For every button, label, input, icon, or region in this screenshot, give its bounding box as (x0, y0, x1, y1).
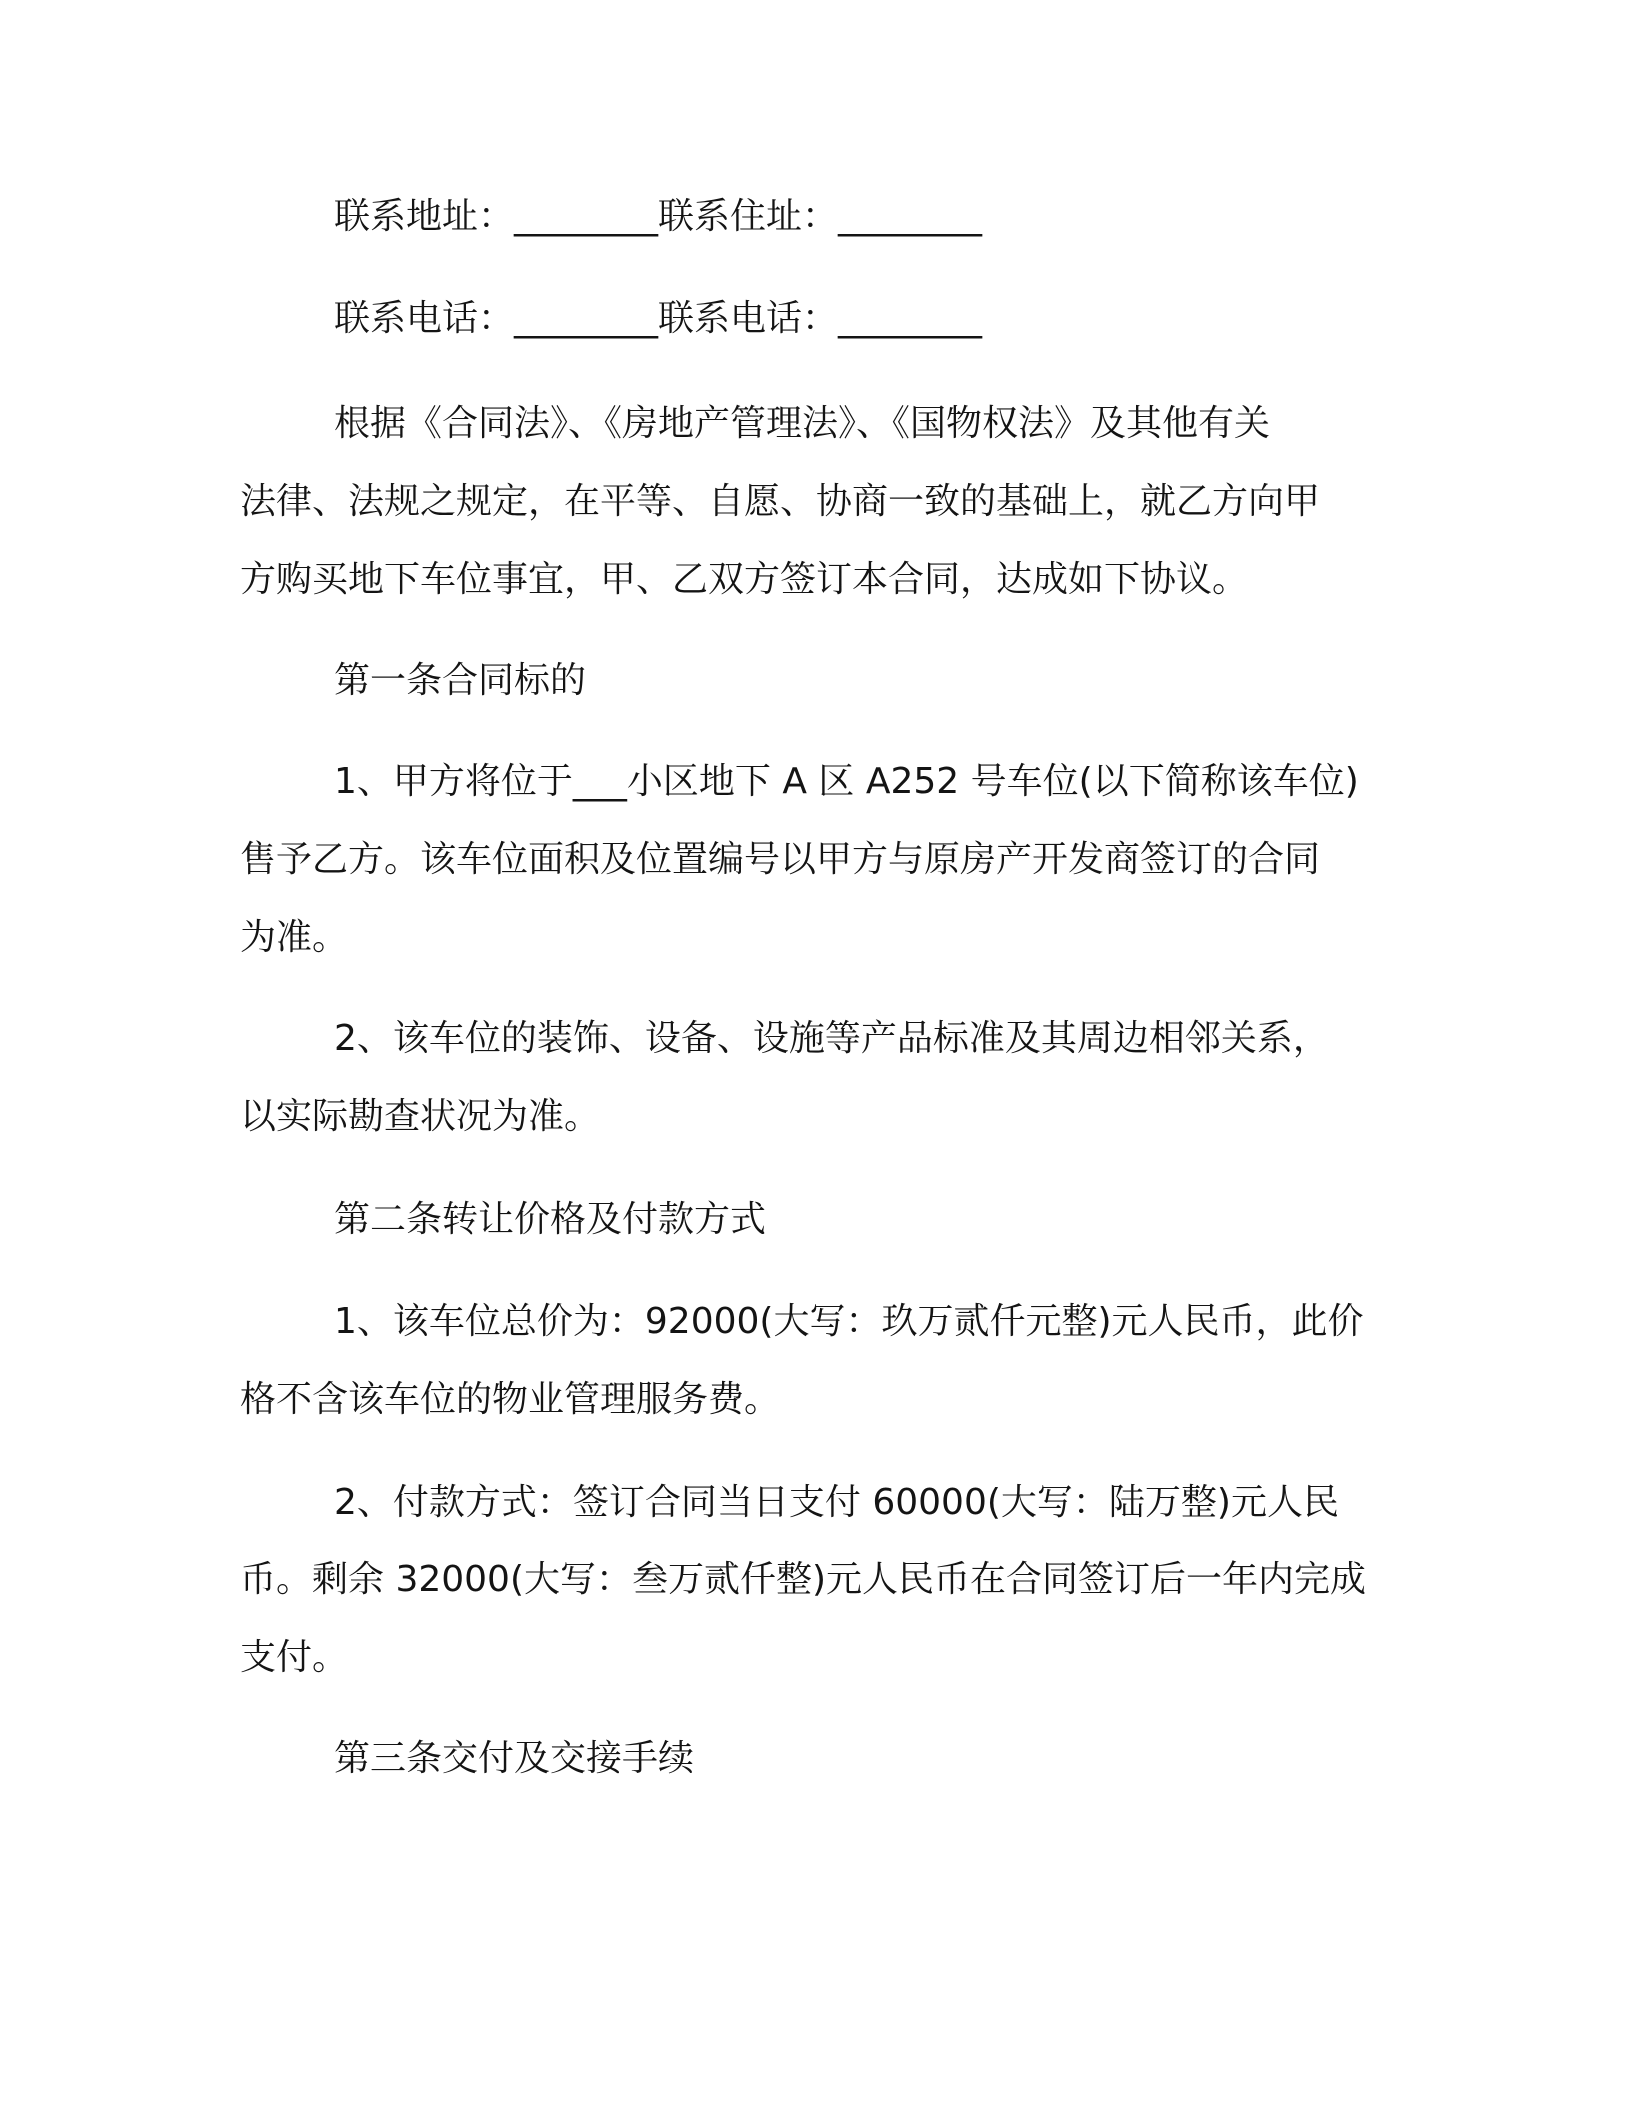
intro-paragraph-line: 方购买地下车位事宜，甲、乙双方签订本合同，达成如下协议。 (240, 559, 1249, 600)
article2-item1-line: 1、该车位总价为：92000(大写：玖万贰仟元整)元人民币，此价 (334, 1301, 1364, 1342)
article2-item2-line: 2、付款方式：签订合同当日支付 60000(大写：陆万整)元人民 (334, 1482, 1339, 1523)
article2-item1-line: 格不含该车位的物业管理服务费。 (240, 1379, 781, 1420)
article1-item1-line: 为准。 (240, 917, 349, 958)
article1-item2-line: 以实际勘查状况为准。 (240, 1096, 601, 1137)
contact-address-line: 联系地址：________联系住址：________ (334, 196, 983, 237)
article1-item2-line: 2、该车位的装饰、设备、设施等产品标准及其周边相邻关系， (334, 1018, 1329, 1059)
article2-title: 第二条转让价格及付款方式 (334, 1199, 767, 1240)
article2-item2-line: 支付。 (240, 1637, 349, 1678)
article1-item1-line: 1、甲方将位于___小区地下 A 区 A252 号车位(以下简称该车位) (334, 761, 1359, 802)
article1-title: 第一条合同标的 (334, 660, 587, 701)
article2-item2-line: 币。剩余 32000(大写：叁万贰仟整)元人民币在合同签订后一年内完成 (240, 1559, 1367, 1600)
intro-paragraph-line: 根据《合同法》、《房地产管理法》、《国物权法》及其他有关 (334, 403, 1271, 444)
contact-phone-line: 联系电话：________联系电话：________ (334, 298, 983, 339)
article3-title: 第三条交付及交接手续 (334, 1738, 695, 1779)
intro-paragraph-line: 法律、法规之规定，在平等、自愿、协商一致的基础上，就乙方向甲 (240, 481, 1321, 522)
article1-item1-line: 售予乙方。该车位面积及位置编号以甲方与原房产开发商签订的合同 (240, 839, 1321, 880)
